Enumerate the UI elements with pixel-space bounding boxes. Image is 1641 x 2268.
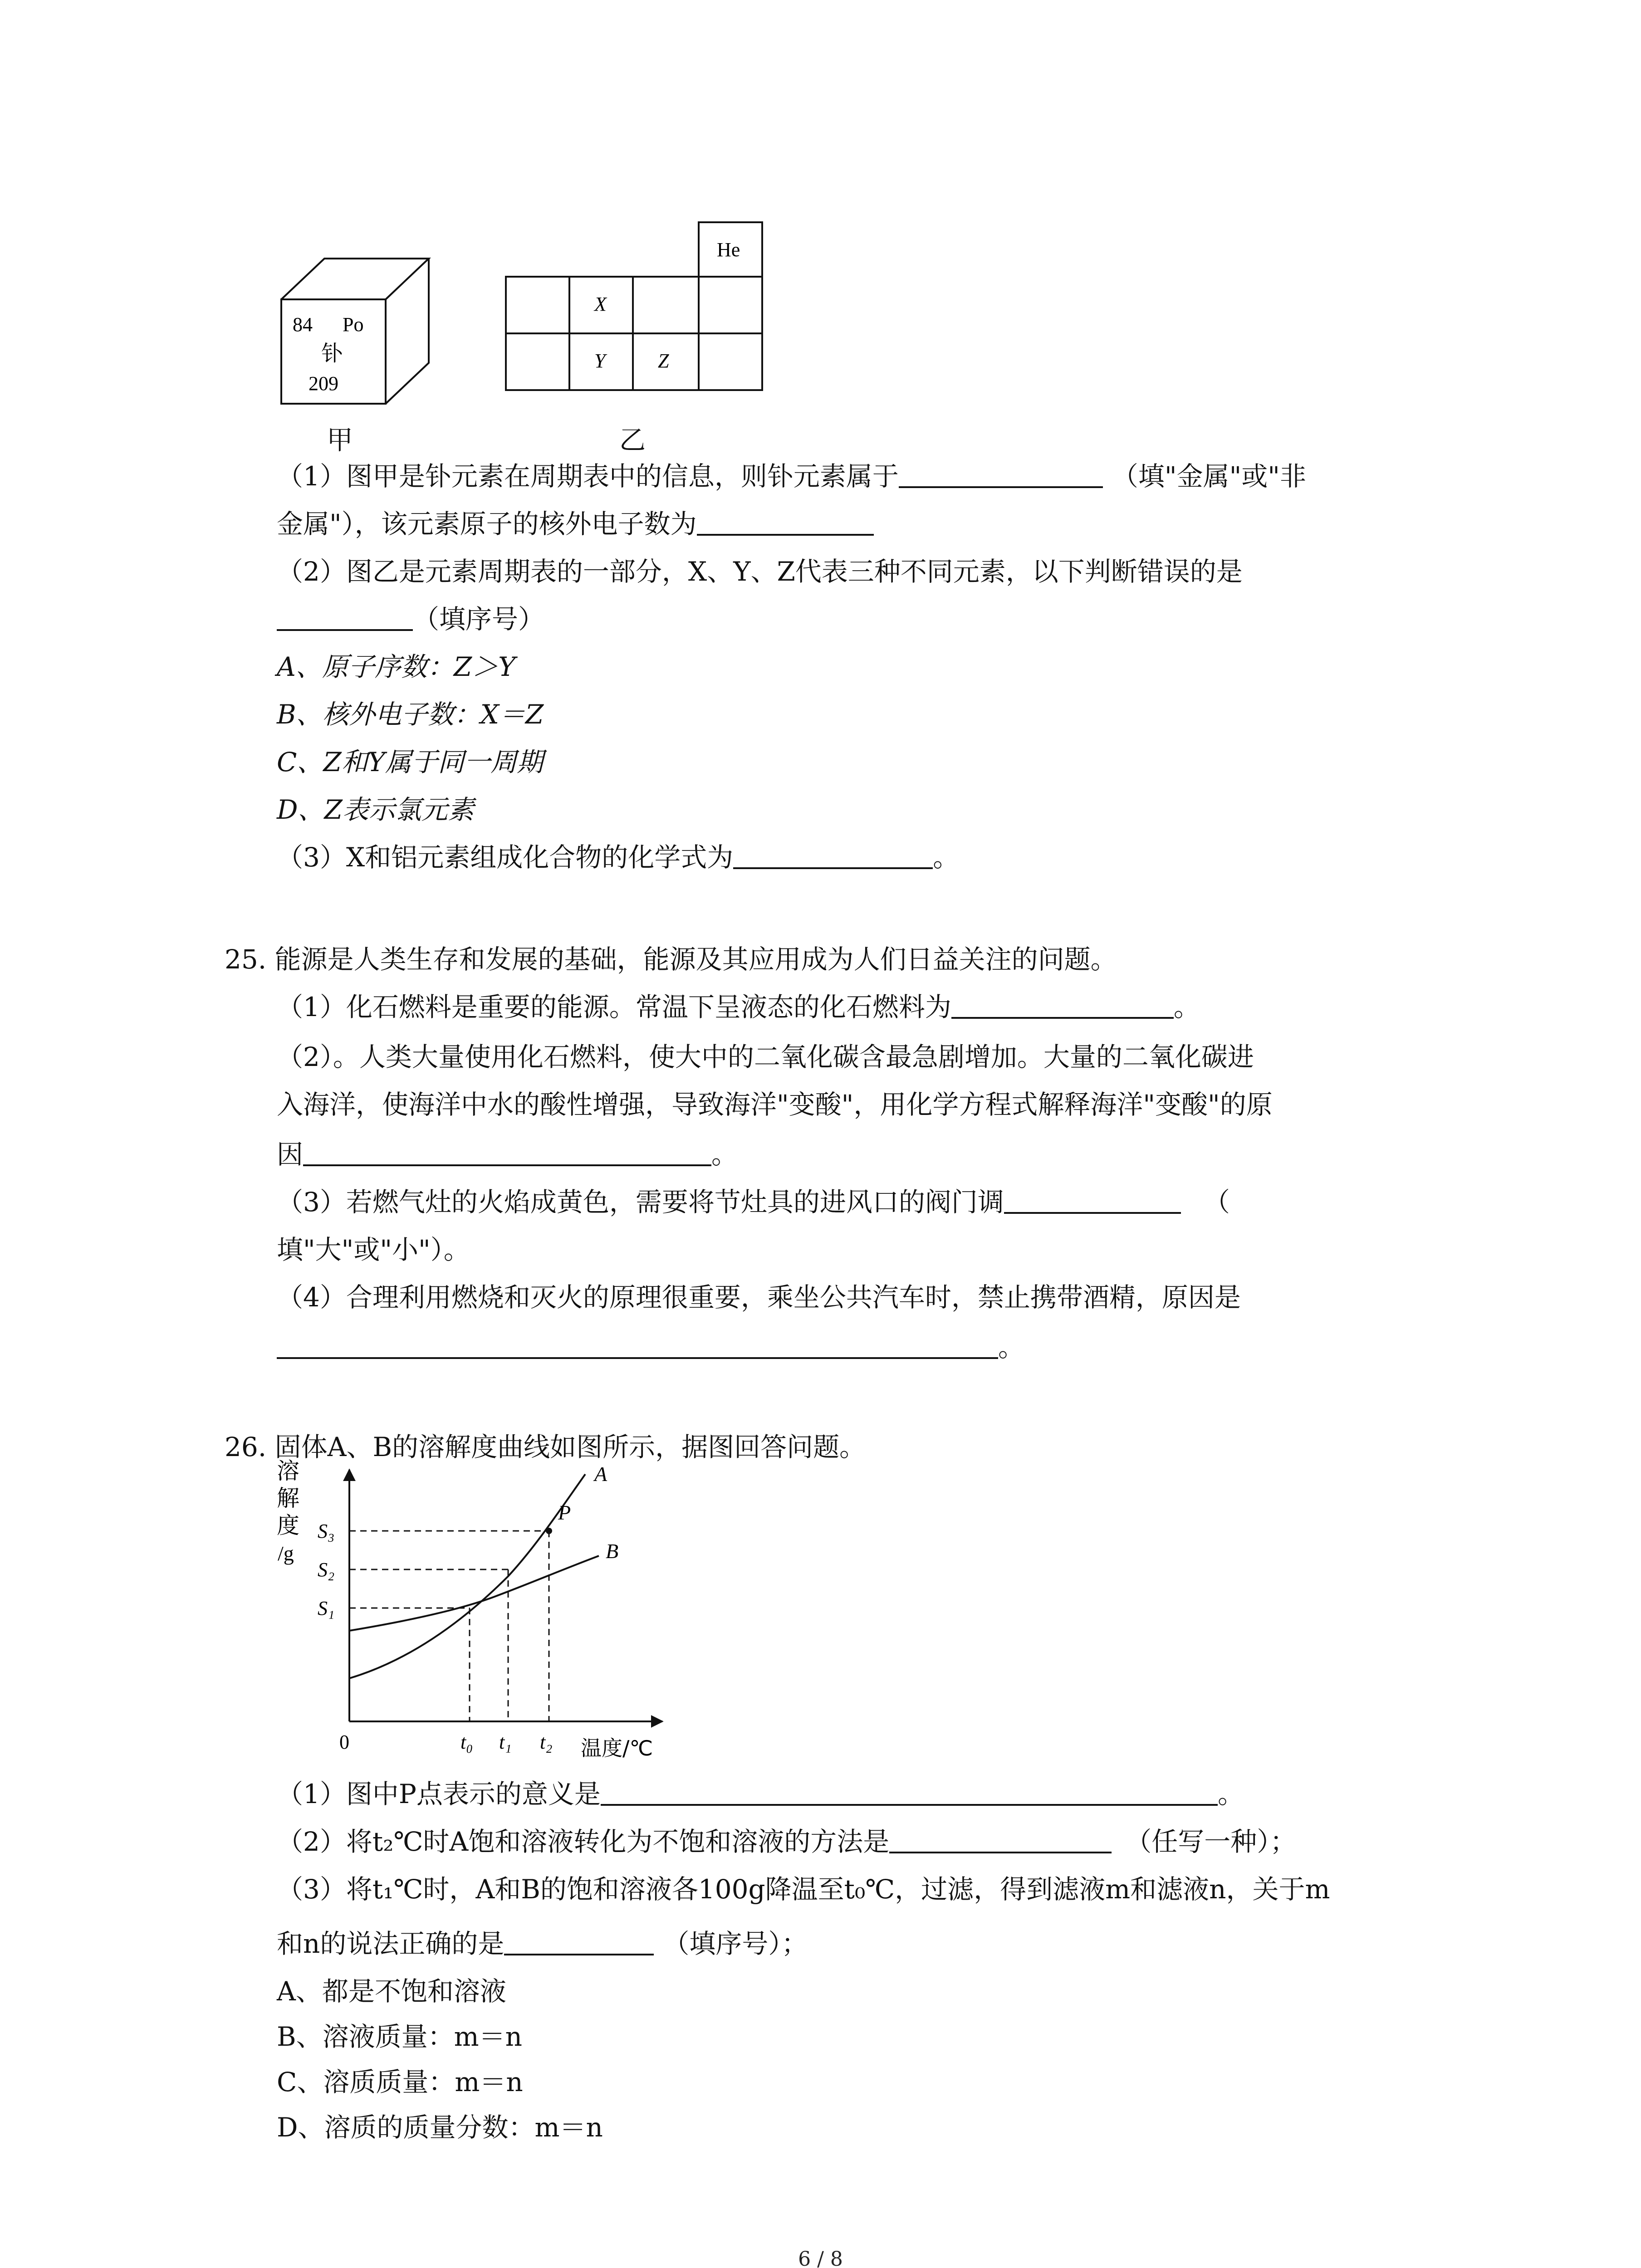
q25-part3-line1: （3）若燃气灶的火焰成黄色，需要将节灶具的进风口的阀门调 （ xyxy=(277,1184,1230,1220)
caption-yi: 乙 xyxy=(619,425,646,455)
y-tick-s3: S₃ xyxy=(318,1520,335,1542)
y-label-3: 度 xyxy=(277,1512,299,1539)
y-tick-s2: S₂ xyxy=(318,1559,335,1581)
q24-option-d: D、Z表示氯元素 xyxy=(277,794,474,825)
y-label-1: 溶 xyxy=(277,1458,299,1484)
q25-part2-line2: 入海洋，使海洋中水的酸性增强，导致海洋"变酸"，用化学方程式解释海洋"变酸"的原 xyxy=(277,1089,1273,1120)
curve-a xyxy=(349,1474,585,1678)
x-tick-t0: t₀ xyxy=(460,1731,473,1753)
origin-label: 0 xyxy=(339,1731,349,1753)
q24-part1-line2: 金属"），该元素原子的核外电子数为 xyxy=(277,506,874,542)
y-label-4: /g xyxy=(278,1542,294,1565)
q26-blank-2[interactable] xyxy=(889,1824,1112,1853)
cell-he: He xyxy=(717,239,740,261)
series-b-label: B xyxy=(606,1540,619,1563)
q25-blank-4[interactable] xyxy=(277,1330,998,1359)
cell-z: Z xyxy=(658,350,669,372)
page-number: 6 / 8 xyxy=(798,2248,843,2268)
q24-part2-line1: （2）图乙是元素周期表的一部分，X、Y、Z代表三种不同元素，以下判断错误的是 xyxy=(277,556,1243,587)
q24-option-a: A、原子序数：Z＞Y xyxy=(277,651,516,682)
q25-part4-line1: （4）合理利用燃烧和灭火的原理很重要，乘坐公共汽车时，禁止携带酒精，原因是 xyxy=(277,1282,1241,1313)
x-axis-label: 温度/℃ xyxy=(581,1736,653,1760)
q24-blank-1[interactable] xyxy=(899,459,1103,488)
q24-part1-line1: （1）图甲是钋元素在周期表中的信息，则钋元素属于 （填"金属"或"非 xyxy=(277,458,1306,494)
q25-blank-1[interactable] xyxy=(951,990,1174,1019)
q26-blank-3[interactable] xyxy=(504,1926,654,1955)
q26-option-d: D、溶质的质量分数：m＝n xyxy=(277,2112,603,2143)
figure-yi-periodic-table xyxy=(501,218,774,395)
caption-jia: 甲 xyxy=(327,425,353,455)
q26-part3-line2: 和n的说法正确的是 （填序号）； xyxy=(277,1926,808,1962)
atomic-mass: 209 xyxy=(309,372,338,395)
series-a-label: A xyxy=(594,1462,607,1486)
q26-part2: （2）将t₂℃时A饱和溶液转化为不饱和溶液的方法是 （任写一种）； xyxy=(277,1823,1296,1860)
q25-part4-line2: 。 xyxy=(277,1329,1024,1365)
q25-part2-line3: 因 。 xyxy=(277,1136,738,1173)
point-p-label: P xyxy=(558,1501,571,1524)
q26-part3-line1: （3）将t₁℃时，A和B的饱和溶液各100g降温至t₀℃，过滤，得到滤液m和滤液n，关于m xyxy=(277,1874,1330,1905)
element-symbol: Po xyxy=(343,313,364,336)
cell-x: X xyxy=(594,293,607,315)
cell-y: Y xyxy=(594,350,606,372)
atomic-number: 84 xyxy=(293,313,313,336)
figure-jia-element-box xyxy=(272,254,445,408)
q24-option-b: B、核外电子数：X＝Z xyxy=(277,699,544,730)
q25-part2-line1: （2）。人类大量使用化石燃料，使大中的二氧化碳含最急剧增加。大量的二氧化碳进 xyxy=(277,1041,1254,1072)
q26-option-b: B、溶液质量：m＝n xyxy=(277,2021,522,2052)
y-tick-s1: S₁ xyxy=(318,1597,335,1619)
q26-option-c: C、溶质质量：m＝n xyxy=(277,2067,523,2097)
y-label-2: 解 xyxy=(277,1485,299,1511)
x-tick-t2: t₂ xyxy=(540,1731,553,1753)
point-p xyxy=(546,1528,552,1534)
q26-blank-1[interactable] xyxy=(601,1777,1218,1806)
q24-blank-3[interactable] xyxy=(277,602,413,631)
q24-blank-4[interactable] xyxy=(733,840,933,869)
solubility-chart xyxy=(268,1458,676,1767)
curve-b xyxy=(349,1556,599,1631)
q25-stem: 25. 能源是人类生存和发展的基础，能源及其应用成为人们日益关注的问题。 xyxy=(225,944,1117,975)
q24-part2-line2: （填序号） xyxy=(277,601,544,637)
q24-option-c: C、Z和Y属于同一周期 xyxy=(277,747,543,777)
q26-stem: 26. 固体A、B的溶解度曲线如图所示，据图回答问题。 xyxy=(225,1432,866,1462)
q24-blank-2[interactable] xyxy=(697,507,874,536)
q26-part1: （1）图中P点表示的意义是 。 xyxy=(277,1776,1244,1812)
x-tick-t1: t₁ xyxy=(499,1731,512,1753)
q25-blank-3[interactable] xyxy=(1004,1185,1181,1214)
element-name: 钋 xyxy=(321,341,343,366)
q25-part3-line2: 填"大"或"小"）。 xyxy=(277,1234,470,1265)
q25-part1: （1）化石燃料是重要的能源。常温下呈液态的化石燃料为 。 xyxy=(277,989,1200,1025)
q26-option-a: A、都是不饱和溶液 xyxy=(277,1976,506,2007)
q24-part3: （3）X和铝元素组成化合物的化学式为 。 xyxy=(277,839,959,875)
q25-blank-2[interactable] xyxy=(303,1137,711,1166)
